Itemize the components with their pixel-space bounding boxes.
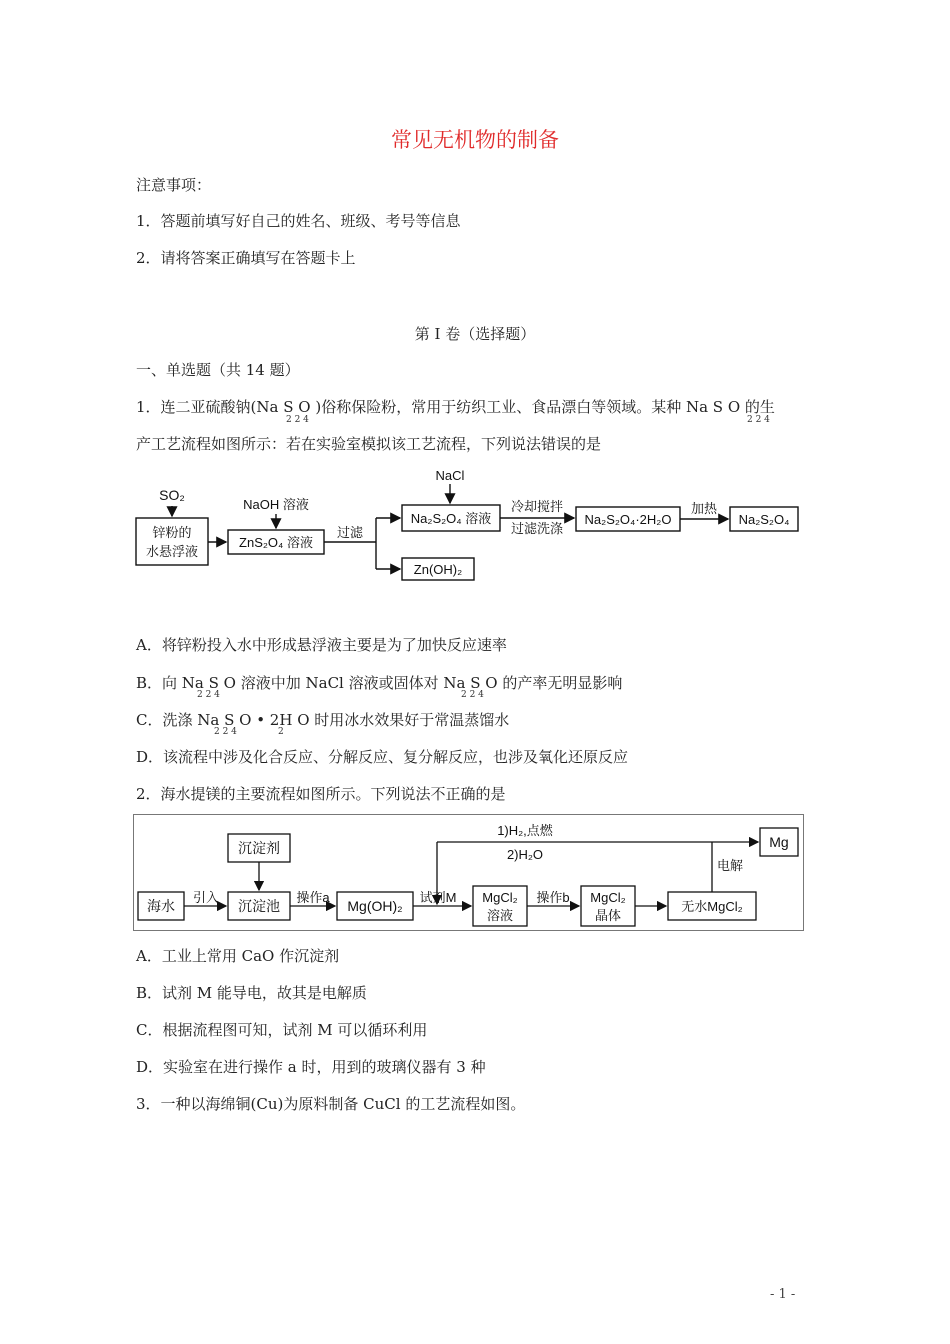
- q1-stem-line1: 1．连二亚硫酸钠(Na S O )俗称保险粉，常用于纺织工业、食品漂白等领域。某种 Na S O 的生: [136, 398, 775, 416]
- q2-option-c: C．根据流程图可知，试剂 M 可以循环利用: [136, 1021, 428, 1039]
- label-op-b: 操作b: [536, 890, 570, 905]
- q2-option-b: B．试剂 M 能导电，故其是电解质: [136, 984, 367, 1002]
- page-number: - 1 -: [770, 1287, 796, 1302]
- text-mgcl2-crystal-1: MgCl₂: [590, 890, 626, 905]
- part-heading: 一、单选题（共 14 题）: [136, 361, 300, 379]
- label-step1: 1)H₂,点燃: [497, 823, 553, 838]
- text-mgcl2-solution-2: 溶液: [486, 908, 514, 923]
- box-zinc-line2: 水悬浮液: [145, 544, 199, 559]
- label-step2: 2)H₂O: [506, 847, 544, 862]
- q2-flowchart: [133, 814, 804, 931]
- q2-option-d: D．实验室在进行操作 a 时，用到的玻璃仪器有 3 种: [136, 1058, 486, 1076]
- text-seawater: 海水: [147, 898, 175, 914]
- text-mgcl2-crystal-2: 晶体: [594, 908, 622, 923]
- label-wash: 过滤洗涤: [510, 521, 564, 536]
- text-hydrate: Na₂S₂O₄·2H₂O: [584, 512, 672, 527]
- label-introduce: 引入: [192, 890, 220, 905]
- notice-item-2: 2．请将答案正确填写在答题卡上: [136, 249, 356, 267]
- text-mgcl2-solution-1: MgCl₂: [482, 890, 518, 905]
- box-zinc-line1: 锌粉的: [152, 525, 192, 540]
- notice-item-1: 1．答题前填写好自己的姓名、班级、考号等信息: [136, 212, 461, 230]
- label-electrolysis: 电解: [716, 858, 744, 873]
- q1-option-b-subscripts-1: 2 2 4: [197, 690, 220, 700]
- text-na2s2o4-solution: Na₂S₂O₄ 溶液: [410, 511, 492, 526]
- q3-stem: 3．一种以海绵铜(Cu)为原料制备 CuCl 的工艺流程如图。: [136, 1095, 526, 1113]
- volume-heading: 第 I 卷（选择题）: [414, 325, 536, 343]
- label-so2: SO₂: [159, 487, 185, 503]
- text-precip-agent: 沉淀剂: [238, 840, 280, 856]
- label-cool: 冷却搅拌: [510, 499, 564, 514]
- label-reagent-m: 试剂M: [419, 890, 457, 905]
- q1-stem-line2: 产工艺流程如图所示：若在实验室模拟该工艺流程，下列说法错误的是: [136, 435, 602, 453]
- q1-option-b-subscripts-2: 2 2 4: [461, 690, 484, 700]
- label-naoh: NaOH 溶液: [243, 497, 309, 512]
- q1-option-c: C．洗涤 Na S O • 2H O 时用冰水效果好于常温蒸馏水: [136, 711, 510, 729]
- text-zns2o4: ZnS₂O₄ 溶液: [239, 535, 313, 550]
- q1-option-b: B．向 Na S O 溶液中加 NaCl 溶液或固体对 Na S O 的产率无明显影响: [136, 674, 623, 692]
- text-tank: 沉淀池: [238, 898, 280, 914]
- label-heat: 加热: [690, 501, 718, 516]
- label-op-a: 操作a: [296, 890, 330, 905]
- text-anhydrous: 无水MgCl₂: [681, 899, 743, 914]
- q1-option-c-subscripts-2: 2: [278, 727, 284, 737]
- text-mg: Mg: [769, 834, 789, 850]
- page-title: 常见无机物的制备: [391, 128, 559, 152]
- notice-heading: 注意事项：: [136, 176, 212, 194]
- label-filter: 过滤: [336, 525, 364, 540]
- text-znoh2: Zn(OH)₂: [413, 562, 463, 577]
- q1-formula-subscripts-2: 2 2 4: [747, 415, 770, 425]
- q1-option-d: D．该流程中涉及化合反应、分解反应、复分解反应，也涉及氧化还原反应: [136, 748, 629, 766]
- q1-flowchart: [132, 462, 812, 586]
- q2-option-a: A．工业上常用 CaO 作沉淀剂: [136, 947, 340, 965]
- text-product: Na₂S₂O₄: [738, 512, 790, 527]
- q2-stem: 2．海水提镁的主要流程如图所示。下列说法不正确的是: [136, 785, 506, 803]
- label-nacl: NaCl: [435, 468, 465, 483]
- q1-option-a: A．将锌粉投入水中形成悬浮液主要是为了加快反应速率: [136, 636, 507, 654]
- q1-formula-subscripts-1: 2 2 4: [286, 415, 309, 425]
- q1-option-c-subscripts-1: 2 2 4: [214, 727, 237, 737]
- text-mgoh2: Mg(OH)₂: [347, 898, 403, 914]
